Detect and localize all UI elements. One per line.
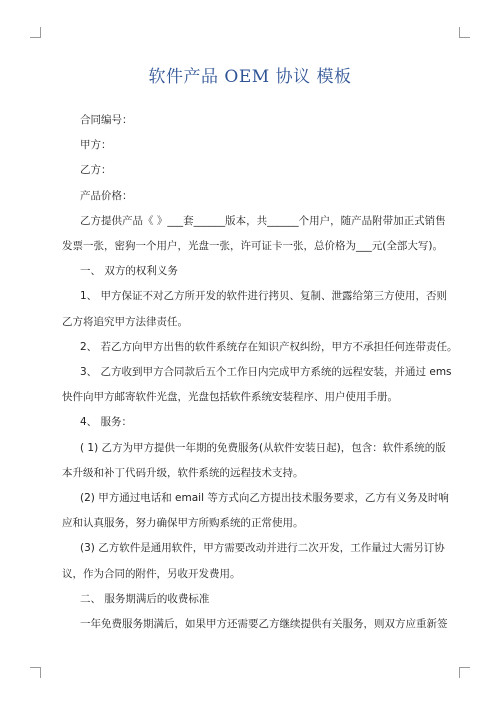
field-party-a: 甲方：: [80, 139, 112, 152]
document-body: [62, 108, 458, 637]
section-1-item-1: [62, 284, 448, 334]
crop-mark-bottom-left: [30, 667, 41, 678]
service-1-line-1: ( 1) 乙方为甲方提供一年期的免费服务(从软件安装日起)，包含：软件系统的版: [80, 441, 446, 454]
section-1-item-3: [62, 360, 452, 410]
service-3: [62, 536, 445, 586]
service-2-line-1: (2) 甲方通过电话和 email 等方式向乙方提出技术服务要求，乙方有义务及时响: [80, 492, 449, 505]
service-3-line-1: (3) 乙方软件是通用软件，甲方需要改动并进行二次开发，工作量过大需另订协: [80, 542, 445, 555]
intro-paragraph: [62, 209, 446, 259]
item-3-line-1: 3、 乙方收到甲方合同款后五个工作日内完成甲方系统的远程安装，并通过 ems: [80, 366, 452, 379]
section-2-line-1: 一年免费服务期满后，如果甲方还需要乙方继续提供有关服务，则双方应重新签: [80, 618, 448, 631]
intro-line-2: 发票一张，密狗一个用户，光盘一张，许可证卡一张，总价格为___元(全部大写)。: [62, 240, 443, 253]
item-1-line-1: 1、 甲方保证不对乙方所开发的软件进行拷贝、复制、泄露给第三方使用，否则: [80, 290, 448, 303]
crop-mark-bottom-right: [459, 667, 470, 678]
service-2: [62, 486, 449, 536]
service-1: [62, 436, 446, 486]
field-contract-no: 合同编号：: [80, 114, 133, 126]
section-1-item-2: [62, 335, 458, 360]
item-1-line-2: 乙方将追究甲方法律责任。: [62, 315, 188, 328]
section-1-item-4: 4、 服务：: [80, 416, 133, 429]
service-2-line-2: 应和认真服务，努力确保甲方所购系统的正常使用。: [62, 517, 304, 530]
crop-mark-top-left: [30, 27, 41, 38]
item-2-line-1: 2、 若乙方向甲方出售的软件系统存在知识产权纠纷，甲方不承担任何连带责任。: [80, 340, 458, 353]
field-party-b: 乙方：: [80, 164, 112, 177]
document-title: 软件产品 OEM 协议 模板: [148, 67, 352, 87]
section-2-paragraph: [62, 612, 448, 637]
section-2-heading: 二、 服务期满后的收费标准: [80, 592, 210, 605]
item-3-line-2: 快件向甲方邮寄软件光盘，光盘包括软件系统安装程序、用户使用手册。: [62, 391, 398, 404]
crop-mark-top-right: [459, 27, 470, 38]
service-3-line-2: 议，作为合同的附件，另收开发费用。: [62, 567, 241, 580]
service-1-line-2: 本升级和补丁代码升级，软件系统的远程技术支持。: [62, 466, 304, 479]
intro-line-1: 乙方提供产品《 》___套______版本，共______个用户，随产品附带加正式销售: [80, 214, 446, 227]
section-1-heading: 一、 双方的权利义务: [80, 265, 178, 278]
field-price: 产品价格：: [80, 189, 133, 202]
